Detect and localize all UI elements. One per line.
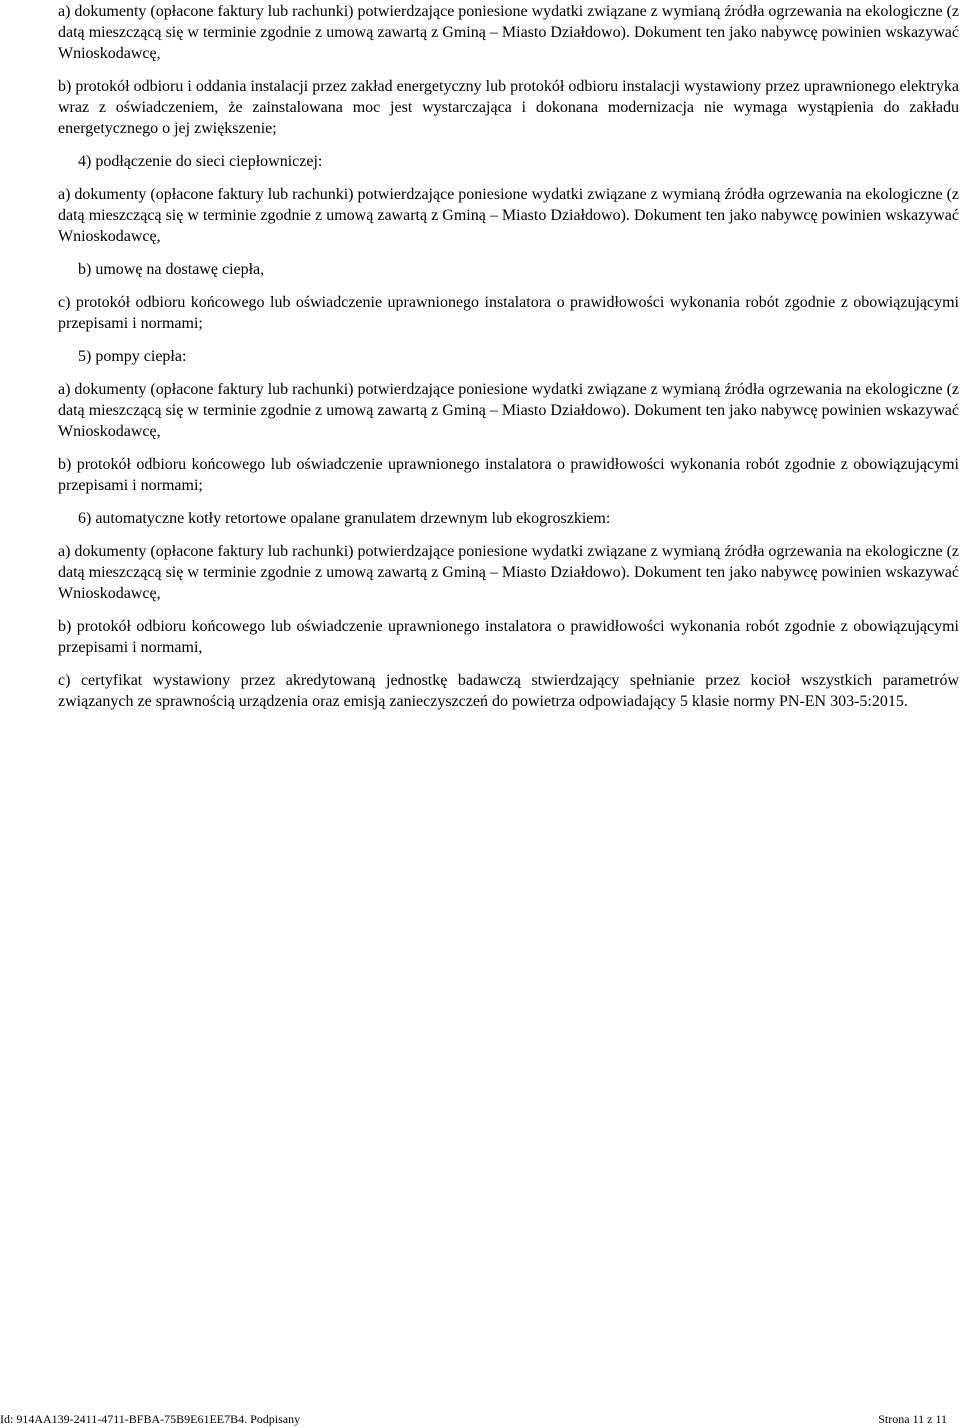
page-number: Strona 11 z 11 xyxy=(878,1412,947,1426)
paragraph-6c-certyfikat: c) certyfikat wystawiony przez akredytowaną jednostkę badawczą stwierdzający spełnianie przez kocioł wszystkich parametrów związanych ze sprawnością urządzenia oraz emisją zanieczyszczeń do powietrza odpowiadający 5 klasie normy PN-EN 303-5:2015. xyxy=(58,672,959,710)
section-6-heading: 6) automatyczne kotły retortowe opalane granulatem drzewnym lub ekogroszkiem: xyxy=(78,510,611,527)
document-body xyxy=(58,0,959,712)
page-footer xyxy=(0,1410,947,1428)
paragraph-4b-umowa: b) umowę na dostawę ciepła, xyxy=(78,261,265,278)
paragraph-4c-protokol: c) protokół odbioru końcowego lub oświadczenie uprawnionego instalatora o prawidłowości wykonania robót zgodnie z obowiązującymi przepisami i normami; xyxy=(58,294,959,332)
paragraph-3a-wymiana-dokumenty: a) dokumenty (opłacone faktury lub rachunki) potwierdzające poniesione wydatki związane z wymianą źródła ogrzewania na ekologiczne (z datą mieszczącą się w terminie zgodnie z umową zawartą z Gminą – Miasto Działdowo). Dokument ten jako nabywcę powinien wskazywać Wnioskodawcę, xyxy=(58,3,959,62)
paragraph-6b-protokol: b) protokół odbioru końcowego lub oświadczenie uprawnionego instalatora o prawidłowości wykonania robót zgodnie z obowiązującymi przepisami i normami, xyxy=(58,618,959,656)
paragraph-5b-protokol: b) protokół odbioru końcowego lub oświadczenie uprawnionego instalatora o prawidłowości wykonania robót zgodnie z obowiązującymi przepisami i normami; xyxy=(58,456,959,494)
document-id: Id: 914AA139-2411-4711-BFBA-75B9E61EE7B4. Podpisany xyxy=(0,1412,301,1426)
section-5-heading: 5) pompy ciepła: xyxy=(78,348,187,365)
section-4-heading: 4) podłączenie do sieci ciepłowniczej: xyxy=(78,153,323,170)
paragraph-3b-protokol-odbioru: b) protokół odbioru i oddania instalacji przez zakład energetyczny lub protokół odbioru instalacji wystawiony przez uprawnionego elektryka wraz z oświadczeniem, że zainstalowana moc jest wystarczająca i dokonana modernizacja nie wymaga wystąpienia do zakładu energetycznego o jej zwiększenie; xyxy=(58,78,959,137)
paragraph-4a-dokumenty: a) dokumenty (opłacone faktury lub rachunki) potwierdzające poniesione wydatki związane z wymianą źródła ogrzewania na ekologiczne (z datą mieszczącą się w terminie zgodnie z umową zawartą z Gminą – Miasto Działdowo). Dokument ten jako nabywcę powinien wskazywać Wnioskodawcę, xyxy=(58,186,959,245)
paragraph-6a-dokumenty: a) dokumenty (opłacone faktury lub rachunki) potwierdzające poniesione wydatki związane z wymianą źródła ogrzewania na ekologiczne (z datą mieszczącą się w terminie zgodnie z umową zawartą z Gminą – Miasto Działdowo). Dokument ten jako nabywcę powinien wskazywać Wnioskodawcę, xyxy=(58,543,959,602)
paragraph-5a-dokumenty: a) dokumenty (opłacone faktury lub rachunki) potwierdzające poniesione wydatki związane z wymianą źródła ogrzewania na ekologiczne (z datą mieszczącą się w terminie zgodnie z umową zawartą z Gminą – Miasto Działdowo). Dokument ten jako nabywcę powinien wskazywać Wnioskodawcę, xyxy=(58,381,959,440)
